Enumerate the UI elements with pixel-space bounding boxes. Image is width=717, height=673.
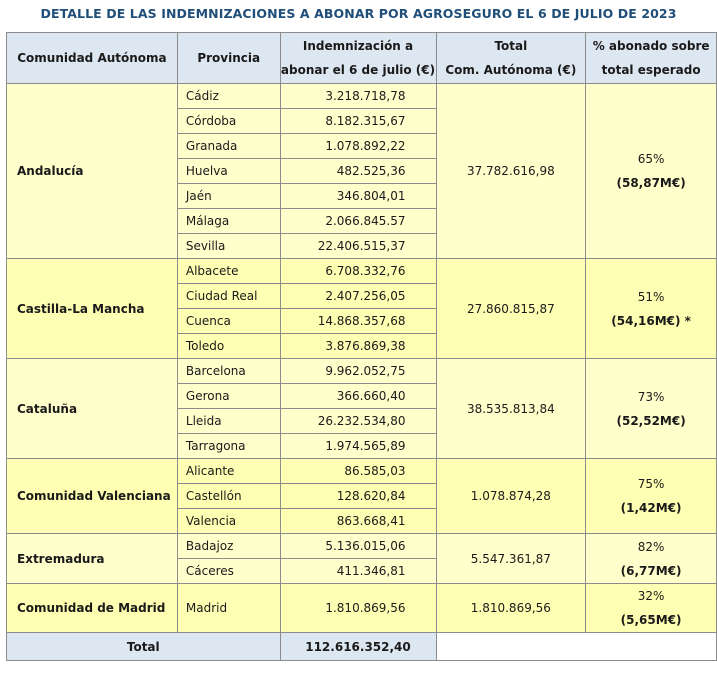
importe-cell: 2.066.845.57	[280, 209, 436, 234]
importe-cell: 5.136.015,06	[280, 534, 436, 559]
porcentaje-cell	[586, 259, 717, 359]
porcentaje-cell	[586, 84, 717, 259]
header-porcentaje-line2: total esperado	[601, 63, 701, 77]
total-row	[7, 633, 717, 661]
header-comunidad: Comunidad Autónoma	[7, 33, 178, 84]
provincia-cell: Alicante	[177, 459, 280, 484]
importe-cell: 2.407.256,05	[280, 284, 436, 309]
comunidad-cell: Andalucía	[7, 84, 178, 259]
provincia-cell: Málaga	[177, 209, 280, 234]
provincia-cell: Tarragona	[177, 434, 280, 459]
comunidad-cell: Extremadura	[7, 534, 178, 584]
importe-cell: 3.218.718,78	[280, 84, 436, 109]
provincia-cell: Granada	[177, 134, 280, 159]
provincia-cell: Cuenca	[177, 309, 280, 334]
comunidad-cell: Castilla-La Mancha	[7, 259, 178, 359]
porcentaje-cell	[586, 359, 717, 459]
porcentaje-cell	[586, 459, 717, 534]
importe-cell: 1.810.869,56	[280, 584, 436, 633]
header-total-line1: Total	[494, 39, 528, 53]
header-total-line2: Com. Autónoma (€)	[445, 63, 577, 77]
provincia-cell: Ciudad Real	[177, 284, 280, 309]
importe-cell: 863.668,41	[280, 509, 436, 534]
provincia-cell: Sevilla	[177, 234, 280, 259]
porcentaje-value: 32%	[637, 589, 665, 603]
total-comunidad-cell: 37.782.616,98	[436, 84, 586, 259]
table-row	[7, 84, 717, 109]
provincia-cell: Toledo	[177, 334, 280, 359]
total-comunidad-cell: 27.860.815,87	[436, 259, 586, 359]
provincia-cell: Madrid	[177, 584, 280, 633]
importe-cell: 86.585,03	[280, 459, 436, 484]
porcentaje-value: 73%	[637, 389, 665, 404]
porcentaje-value: 51%	[637, 289, 665, 304]
importe-cell: 9.962.052,75	[280, 359, 436, 384]
importe-cell: 14.868.357,68	[280, 309, 436, 334]
importe-cell: 128.620,84	[280, 484, 436, 509]
importe-cell: 1.078.892,22	[280, 134, 436, 159]
comunidad-cell: Comunidad de Madrid	[7, 584, 178, 633]
provincia-cell: Jaén	[177, 184, 280, 209]
header-row	[7, 33, 717, 84]
importe-cell: 8.182.315,67	[280, 109, 436, 134]
importe-cell: 26.232.534,80	[280, 409, 436, 434]
importe-cell: 1.974.565,89	[280, 434, 436, 459]
importe-cell: 3.876.869,38	[280, 334, 436, 359]
total-comunidad-cell: 1.810.869,56	[436, 584, 586, 633]
header-indemnizacion	[280, 33, 436, 84]
esperado-value: (52,52M€)	[616, 413, 686, 428]
header-porcentaje	[586, 33, 717, 84]
provincia-cell: Lleida	[177, 409, 280, 434]
importe-cell: 482.525,36	[280, 159, 436, 184]
importe-cell: 346.804,01	[280, 184, 436, 209]
total-blank	[436, 633, 717, 661]
importe-cell: 366.660,40	[280, 384, 436, 409]
table-row	[7, 534, 717, 559]
comunidad-cell: Cataluña	[7, 359, 178, 459]
total-label: Total	[7, 633, 281, 661]
porcentaje-cell	[586, 534, 717, 584]
total-comunidad-cell: 38.535.813,84	[436, 359, 586, 459]
porcentaje-cell	[586, 584, 717, 633]
header-provincia: Provincia	[177, 33, 280, 84]
header-porcentaje-line1: % abonado sobre	[592, 39, 710, 53]
total-value: 112.616.352,40	[280, 633, 436, 661]
provincia-cell: Badajoz	[177, 534, 280, 559]
esperado-value: (6,77M€)	[620, 563, 682, 578]
esperado-value: (5,65M€)	[620, 613, 682, 627]
comunidad-cell: Comunidad Valenciana	[7, 459, 178, 534]
table-row	[7, 359, 717, 384]
table-title: DETALLE DE LAS INDEMNIZACIONES A ABONAR POR AGROSEGURO EL 6 DE JULIO DE 2023	[40, 6, 677, 21]
header-indemnizacion-line2: abonar el 6 de julio (€)	[280, 63, 436, 77]
importe-cell: 6.708.332,76	[280, 259, 436, 284]
provincia-cell: Córdoba	[177, 109, 280, 134]
esperado-value: (1,42M€)	[620, 501, 682, 515]
table-row	[7, 259, 717, 284]
provincia-cell: Huelva	[177, 159, 280, 184]
porcentaje-value: 82%	[637, 539, 665, 554]
porcentaje-value: 75%	[637, 477, 665, 491]
esperado-value: (54,16M€) *	[611, 313, 691, 328]
table-body	[7, 84, 717, 633]
header-indemnizacion-line1: Indemnización a	[302, 39, 414, 53]
importe-cell: 22.406.515,37	[280, 234, 436, 259]
provincia-cell: Albacete	[177, 259, 280, 284]
importe-cell: 411.346,81	[280, 559, 436, 584]
provincia-cell: Cádiz	[177, 84, 280, 109]
esperado-value: (58,87M€)	[616, 176, 686, 190]
total-comunidad-cell: 1.078.874,28	[436, 459, 586, 534]
table-row	[7, 459, 717, 484]
total-comunidad-cell: 5.547.361,87	[436, 534, 586, 584]
provincia-cell: Barcelona	[177, 359, 280, 384]
header-total	[436, 33, 586, 84]
table-row	[7, 584, 717, 633]
porcentaje-value: 65%	[637, 152, 665, 166]
provincia-cell: Cáceres	[177, 559, 280, 584]
provincia-cell: Castellón	[177, 484, 280, 509]
provincia-cell: Gerona	[177, 384, 280, 409]
indemnizaciones-table	[6, 32, 717, 661]
provincia-cell: Valencia	[177, 509, 280, 534]
